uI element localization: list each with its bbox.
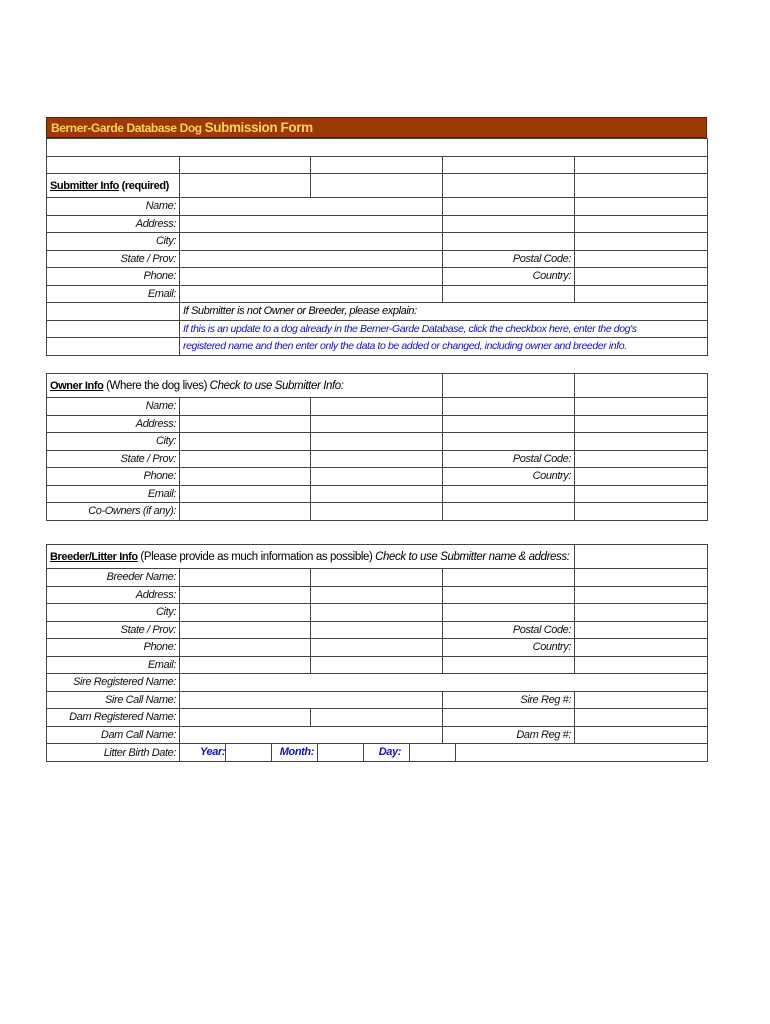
owner-state-field[interactable] bbox=[180, 450, 311, 468]
submitter-state-field[interactable] bbox=[180, 250, 443, 268]
owner-address-field[interactable] bbox=[180, 415, 311, 433]
label-postal: Postal Code: bbox=[443, 250, 575, 268]
submitter-heading: Submitter Info (required) bbox=[47, 174, 180, 198]
breeder-email-field[interactable] bbox=[180, 656, 311, 674]
breeder-check-label: Check to use Submitter name & address: bbox=[375, 550, 570, 563]
breeder-country-field[interactable] bbox=[575, 639, 708, 657]
breeder-postal-field[interactable] bbox=[575, 621, 708, 639]
submitter-table bbox=[46, 138, 708, 373]
form-title-bar bbox=[46, 117, 707, 138]
form-title-part2: Submission Form bbox=[204, 120, 313, 135]
dam-registered-name-field[interactable] bbox=[180, 709, 311, 727]
label-city: City: bbox=[47, 233, 180, 251]
dam-call-name-field[interactable] bbox=[180, 726, 443, 744]
breeder-table: Breeder/Litter Info (Please provide as much information as possible) Check to use Submitter name & address: Breeder Name: Address: City: State / Prov: Postal Code: Phone: Country: Email: Sire Registered Name: Sire Call Name: Sire Reg #: Dam Registered Name: Dam Call Name: Dam Reg #: Litter Birth Date: Year: Month: Day: bbox=[46, 544, 708, 762]
label-email: Email: bbox=[47, 285, 180, 303]
owner-email-field[interactable] bbox=[180, 485, 311, 503]
breeder-heading: Breeder/Litter Info (Please provide as much information as possible) Check to use Submitter name & address: bbox=[47, 545, 575, 569]
owner-heading: Owner Info (Where the dog lives) Check to use Submitter Info: bbox=[47, 374, 443, 398]
breeder-state-field[interactable] bbox=[180, 621, 311, 639]
sire-registered-name-field[interactable] bbox=[180, 674, 708, 692]
owner-postal-field[interactable] bbox=[575, 450, 708, 468]
year-field[interactable] bbox=[225, 744, 272, 761]
submitter-postal-field[interactable] bbox=[575, 250, 708, 268]
owner-city-field[interactable] bbox=[180, 433, 311, 451]
month-label: Month: bbox=[279, 746, 314, 758]
submitter-city-field[interactable] bbox=[180, 233, 443, 251]
year-label: Year: bbox=[200, 746, 226, 758]
month-field[interactable] bbox=[317, 744, 364, 761]
sire-call-name-field[interactable] bbox=[180, 691, 443, 709]
breeder-address-field[interactable] bbox=[180, 586, 311, 604]
label-phone: Phone: bbox=[47, 268, 180, 286]
birth-date-row bbox=[180, 744, 708, 762]
submitter-email-field[interactable] bbox=[180, 285, 443, 303]
label-state: State / Prov: bbox=[47, 250, 180, 268]
day-field[interactable] bbox=[409, 744, 456, 761]
submitter-name-field[interactable] bbox=[180, 198, 443, 216]
update-note-line1: If this is an update to a dog already in the Berner-Garde Database, click the checkbox here, enter the dog's bbox=[180, 320, 708, 338]
dam-reg-number-field[interactable] bbox=[575, 726, 708, 744]
owner-table: Owner Info (Where the dog lives) Check to use Submitter Info: Name: Address: City: State / Prov: Postal Code: Phone: Country: Email: Co-Owners (if any): bbox=[46, 373, 708, 544]
submitter-explain-note: If Submitter is not Owner or Breeder, please explain: bbox=[180, 303, 708, 321]
owner-checkbox[interactable] bbox=[443, 374, 575, 398]
submitter-address-field[interactable] bbox=[180, 215, 443, 233]
owner-name-field[interactable] bbox=[180, 398, 311, 416]
owner-country-field[interactable] bbox=[575, 468, 708, 486]
sire-reg-number-field[interactable] bbox=[575, 691, 708, 709]
breeder-city-field[interactable] bbox=[180, 604, 311, 622]
breeder-name-field[interactable] bbox=[180, 569, 311, 587]
submitter-phone-field[interactable] bbox=[180, 268, 443, 286]
label-country: Country: bbox=[443, 268, 575, 286]
form-title-part1: Berner-Garde Database Dog bbox=[51, 121, 202, 135]
label-name: Name: bbox=[47, 198, 180, 216]
breeder-phone-field[interactable] bbox=[180, 639, 311, 657]
day-label: Day: bbox=[378, 746, 401, 758]
submitter-country-field[interactable] bbox=[575, 268, 708, 286]
form-sheet bbox=[46, 117, 707, 762]
update-note-line2: registered name and then enter only the data to be added or changed, including owner and breeder info. bbox=[180, 338, 708, 356]
owner-coowners-field[interactable] bbox=[180, 503, 311, 521]
spacer-row bbox=[47, 139, 708, 157]
owner-phone-field[interactable] bbox=[180, 468, 311, 486]
breeder-checkbox[interactable] bbox=[575, 545, 708, 569]
label-address: Address: bbox=[47, 215, 180, 233]
owner-check-label: Check to use Submitter Info: bbox=[209, 379, 344, 392]
